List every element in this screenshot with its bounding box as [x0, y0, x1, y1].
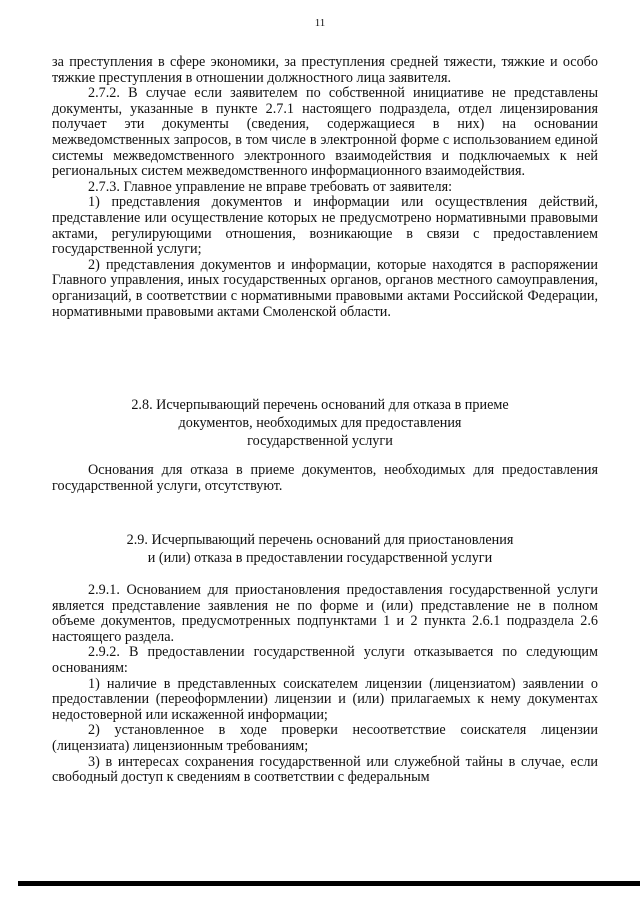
list-item-2-9-2-3: 3) в интересах сохранения государственной или служебной тайны в случае, если свободный доступ к сведениям в соответствии с федеральным [52, 753, 598, 786]
section-2-9-text [52, 583, 598, 786]
section-2-8-text [52, 463, 598, 494]
list-item-2-7-3-1: 1) представления документов и информации или осуществления действий, представление или осуществление которых не предусмотрено нормативными правовыми актами, регулирующими отношения, возникающие в связи с предоставлением государственной услуги; [52, 194, 598, 258]
page-number: 11 [314, 17, 326, 29]
list-item-2-7-3-2: 2) представления документов и информации, которые находятся в распоряжении Главного управления, иных государственных органов, органов местного самоуправления, организаций, в соответствии с нормативными правовыми актами Российской Федерации, нормативными правовыми актами Смоленской области. [52, 256, 598, 320]
list-item-2-9-2-1: 1) наличие в представленных соискателем лицензии (лицензиатом) заявлении о предоставлении (переоформлении) лицензии и (или) прилагаемых к нему документах недостоверной или искаженной информации; [52, 675, 598, 723]
heading-line: 2.8. Исчерпывающий перечень оснований для отказа в приеме [131, 397, 509, 413]
paragraph-2-9-2: 2.9.2. В предоставлении государственной услуги отказывается по следующим основаниям: [52, 644, 598, 676]
heading-line: 2.9. Исчерпывающий перечень оснований для приостановления [126, 532, 514, 548]
page-bottom-rule [18, 881, 640, 886]
heading-line: государственной услуги [247, 433, 393, 449]
paragraph-2-8: Основания для отказа в приеме документов, необходимых для предоставления государственной услуги, отсутствуют. [52, 462, 598, 494]
section-heading-2-8 [0, 396, 640, 450]
paragraph-2-7-3: 2.7.3. Главное управление не вправе требовать от заявителя: [88, 178, 453, 195]
heading-line: документов, необходимых для предоставления [178, 415, 462, 431]
section-heading-2-9 [0, 531, 640, 567]
paragraph-2-9-1: 2.9.1. Основанием для приостановления предоставления государственной услуги является представление заявления не по форме и (или) представление не в полном объеме документов, предусмотренных подпунктами 1 и 2 пункта 2.6.1 подраздела 2.6 настоящего раздела. [52, 582, 598, 645]
list-item-2-9-2-2: 2) установленное в ходе проверки несоответствие соискателя лицензии (лицензиата) лицензионным требованиям; [52, 722, 598, 754]
section-2-7-text [52, 55, 598, 320]
heading-line: и (или) отказа в предоставлении государственной услуги [147, 550, 493, 566]
paragraph-continuation: за преступления в сфере экономики, за преступления средней тяжести, тяжкие и особо тяжкие преступления в отношении должностного лица заявителя. [52, 54, 598, 86]
paragraph-2-7-2: 2.7.2. В случае если заявителем по собственной инициативе не представлены документы, указанные в пункте 2.7.1 настоящего подраздела, отдел лицензирования получает эти документы (сведения, содержащиеся в них) на основании межведомственных запросов, в том числе в электронной форме с использованием единой системы межведомственного электронного взаимодействия и подключаемых к ней региональных систем межведомственного информационного взаимодействия. [52, 85, 598, 180]
